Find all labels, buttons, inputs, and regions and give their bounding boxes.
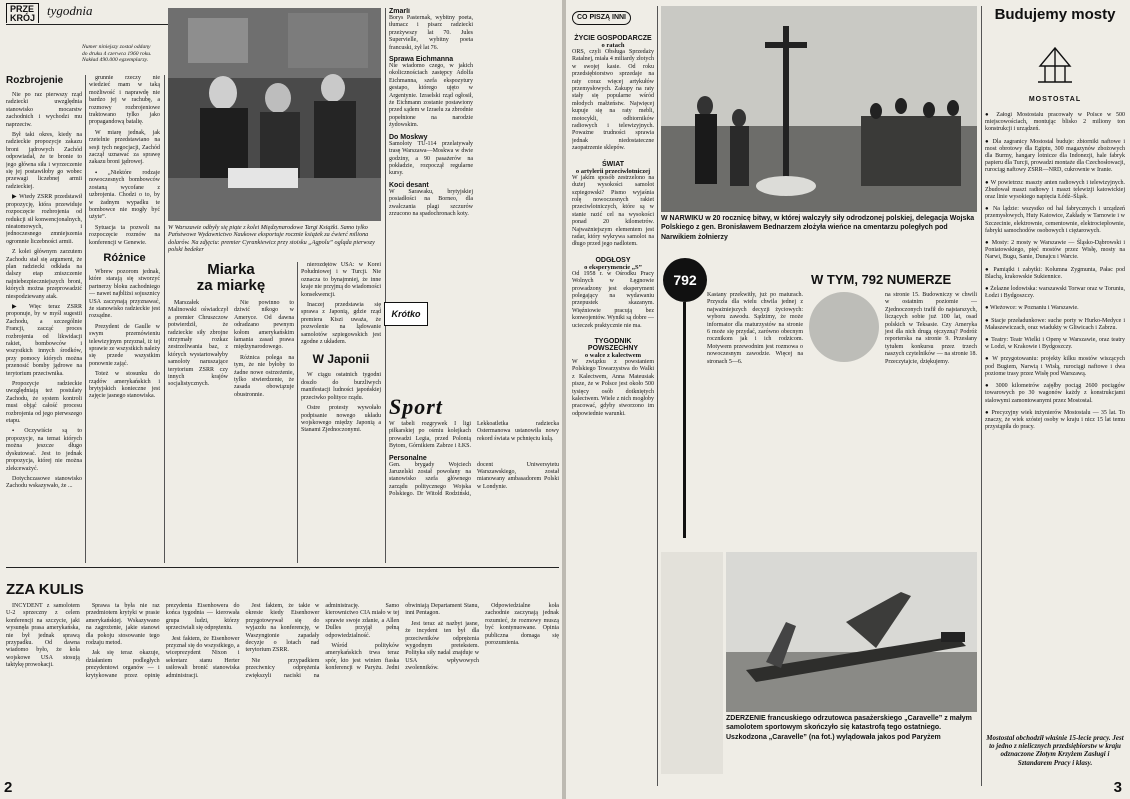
article-sport: Sport W tabeli rozgrywek I ligi piłkarskiej po ośmiu kolejkach prowadzi Legia, przed Polonią Bytom, Górnikiem Zabrze i ŁKS. Lekkoatletka radziecka Ostermanowa ustanowiła nowy rekord świata w pchnięciu kulą. Personalne Gen. brygady Wojciech Jaruzelski został powołany na stanowisko szefa głównego zarządu politycznego Wojska Polskiego. Dr Witold Rodziński, docent Uniwersytetu Warszawskiego, został mianowany ambasadorem Polski w Londynie. xyxy=(389,395,559,498)
column-co-pisza-inni: CO PISZĄ INNI ŻYCIE GOSPODARCZE o ratach ORS, czyli Obsługa Sprzedaży Ratalnej, miała 4 miliardy złotych w swojej kasie. Od roku przedsiębiorstwo sprzedaje na raty coraz więcej artykułów przemysłowych. Zakupy na raty stały się popularne wśród młodych małżeństw. Najwięcej kupuje się na raty mebli, motocykli, odbiorników radiowych i telewizyjnych. Poważne trudności sprawia jednak niedostateczne zaopatrzenie sklepów. ŚWIAT o artylerii przeciwlotniczej W jakim sposób zestrzelono na dużej wysokości samolot szpiegowski? Pismo wyjaśnia rolę nowoczesnych rakiet przeciwlotniczych, które są w stanie razić cel na wysokości ponad 20 kilometrów. Najważniejszym elementem jest radar, który wykrywa samolot na długo przed jego nadlotem. ODGŁOSY o eksperymencie „S” Od 1958 r. w Ośrodku Pracy Wolnych w Łęgnowie prowadzony jest eksperyment polegający na wydawaniu przepustek skazanym. Więźniowie pracują bez konwojentów. Wyniki są dobre — ucieczek praktycznie nie ma. TYGODNIK POWSZECHNY o walce z kalectwem W związku z powstaniem Polskiego Towarzystwa do Walki z Kalectwem, Anna Mateusiak pisze, że w Polsce jest około 500 tysięcy osób dotkniętych kalectwem. Wiele z nich mogłoby pracować, gdyby stworzono im odpowiednie warunki. xyxy=(572,6,654,786)
zza-kulis-heading: ZZA KULIS xyxy=(6,581,84,598)
book-fair-caption: W Warszawie odbyły się piąte z kolei Międzynarodowe Targi Książki. Samo tylko Państwowe Wydawnictwo Naukowe eksportuje rocznie książek za ćwierć miliona dolarów. Na zdjęciu: premier Cyrankiewicz przy stoisku „Agpolu” ogląda pierwszy polski bedeker xyxy=(168,224,375,254)
narwik-photo xyxy=(661,6,977,212)
book-fair-photo-image xyxy=(168,8,381,221)
tygodnik-heading: TYGODNIK POWSZECHNY xyxy=(587,338,639,352)
miarka-heading: Miarka za miarkę xyxy=(196,262,266,294)
narwik-photo-image xyxy=(661,6,977,212)
article-miarka: Miarka za miarkę Marszałek Malinowski oświadczył a premier Chruszczow potwierdził, że radzieckie siły zbrojne otrzymały rozkaz zestrzeliwania baz, z których wystartowałyby samoloty naruszające terytorium ZSRR czy innych krajów socjalistycznych. Nie powinno to dziwić nikogo w Ameryce. Od dawna odradzano pewnym kołom amerykańskim łamania zasad prawa międzynarodowego. Różnica polega na tym, że nie byłoby to żadne nowe ostrzeżenie, tylko stwierdzenie, że zasada obowiązuje obustronnie. xyxy=(168,262,294,398)
eichmann-heading: Sprawa Eichmanna xyxy=(389,56,454,64)
roznice-heading: Różnice xyxy=(103,251,146,264)
japonia-heading: W Japonii xyxy=(312,352,370,367)
mostostal-closing: Mostostal obchodził właśnie 15-lecie pracy. Jest to jedno z nielicznych przedsiębiorstw w kraju odznaczone Złotym Krzyżem Zasługi i Sztandarem Pracy i klasy. xyxy=(986,734,1124,767)
caravelle-caption: ZDERZENIE francuskiego odrzutowca pasażerskiego „Caravelle” z małym samolotem sportowym skończyło się katastrofą tego ostatniego. Uszkodzona „Caravelle” (na fot.) wylądowała jakos pod Paryżem xyxy=(726,715,972,741)
caravelle-photo-image xyxy=(726,552,977,712)
article-col4: nierozdętów USA: w Korei Południowej i w Turcji. Nie oznacza to bynajmniej, że inne kraje nie przyjmą do wiadomości konsekwencji. Inaczej przedstawia się sprawa z Japonią, gdzie rząd premiera Kiszi uważa, że pozwolenie na lądowanie samolotów szpiegowskich jest zgodne z układem. W Japonii W ciągu ostatnich tygodni doszło do burzliwych manifestacji ludności japońskiej przeciwko polityce rządu. Ostre protesty wywołało podpisanie nowego układu wojskowego między Japonią a Stanami Zjednoczonymi. xyxy=(301,262,381,434)
page-number-left: 2 xyxy=(4,779,13,796)
page-right xyxy=(566,0,1130,799)
page-left xyxy=(0,0,562,799)
edition-note: Numer niniejszy został oddany do druku 4 czerwca 1960 roku. Nakład 490.000 egzemplarzy. xyxy=(82,44,152,64)
caravelle-photo xyxy=(726,552,977,712)
article-col5: Zmarli Borys Pasternak, wybitny poeta, tłumacz i pisarz radziecki przeżywszy lat 70. Jules Supervielle, wybitny poeta francuski, żył lat 76. Sprawa Eichmanna Nie wiadomo czego, w jakich okolicznościach zastępcy Adolfa Eichmanna, szefa ekspozytury gestapo, którego ujęto w Argentynie. Izraelski rząd ogłosił, że Eichmann zostanie postawiony przed sądem w Izraelu za zbrodnie popełnione na narodzie żydowskim. Do Moskwy Samoloty TU-114 przelatywały trasę Warszawa—Moskwa w dwie godziny, a 90 pasażerów na pokładzie, rozpoczął regularne kursy. Koci desant W Sarawaku, brytyjskiej posiadłości na Borneo, dla zwalczania plagi szczurów zrzucono na spadochronach koty. xyxy=(389,8,473,217)
logo-line1: PRZE xyxy=(10,4,35,14)
article-col2: grunnie rzeczy nie wiedzieć mam w taką możliwość i naprawdę nie bardzo jej w rachubę, a rozmowy rozbrojeniowe traktowano tylko jako propagandową batalię. W miarę jednak, jak rzetelnie przedstawiano na sesji tych negocjacji, Zachód zaczął uznawać za sprawę zakazu broni jądrowej. ⬩ „Niektóre rodzaje nowoczesnych bombowców zostaną wycofane z uzbrojenia. Chodzi o to, by w żadnym wypadku te bombowce nie mogły być użyte”. Sytuacja ta pozwoli na rozpoczęcie rozmów na konferencji w Genewie. Różnice Wbrew pozorom jednak, które starają się stworzyć partnerzy bloku zachodniego — nawet najbliżsi sojusznicy USA zaczynają przyznawać, że stanowisko radzieckie jest rozsądne. Prezydent de Gaulle w swym przemówieniu telewizyjnym przyznał, iż tej sprawie ze wszystkich należy się przede wszystkim ponownie zająć. Toteż w stosunku do rządów amerykańskich i brytyjskich konieczne jest zajęcie jasnego stanowiska. xyxy=(89,75,160,400)
mostostal-logo-text: MOSTOSTAL xyxy=(1028,96,1082,103)
masthead xyxy=(6,3,176,23)
article-zza-kulis: ZZA KULIS INCYDENT z samolotem U-2 sprzeczny z celem konferencji na szczycie, jaki wysunęła prasa amerykańska, nie był jednak sprawą przypadku. Od dawna wiadomo było, że kola wojskowe USA stosują taktykę prowokacji. Sprawa ta była nie raz przedmiotem krytyki w prasie amerykańskiej. Wskazywano na zagrożenie, jakie stanowi dla pokoju stosowanie tego rodzaju metod. Jak się teraz okazuje, działaniem podległych prezydentowi organów — i krytykowane przez opinię prezydenta Eisenhowera do końca tygodnia — kierowała grupa ludzi, którzy sprzeciwiali się odprężeniu. Jest faktem, że Eisenhower przyznał się do wszystkiego, a wiceprezydent Nixon i sekretarz stanu Herter usiłowali bronić stanowiska administracji. Jest faktem, że takie w okresie kiedy Eisenhower przygotowywał się do wyjazdu na konferencję, w Waszyngtonie zapadały decyzje o lotach nad terytorium ZSRR. Nie przypadkiem przeciwnicy odprężenia zwiększyli naciski na administrację. Samo kierownictwo CIA miało w tej sprawie swoje zdanie, a Allen Dulles przyjął pełną odpowiedzialność. Wśród polityków amerykańskich trwa teraz spór, kto jest winien fiaska konferencji w Paryżu. Jedni obwiniają Departament Stanu, inni Pentagon. Jest teraz aż nazbyt jasne, że incydent ten był dla przeciwników odprężenia wygodnym pretekstem. Polityka siły nadal znajduje w USA wpływowych zwolenników. Odpowiedzialne koła zachodnie zaczynają jednak rozumieć, że rozmowy muszą być kontynuowane. Opinia publiczna domaga się porozumienia. xyxy=(6,581,559,679)
zmarli-heading: Zmarli xyxy=(389,8,411,15)
article-budujemy-mosty: Budujemy mosty MOSTOSTAL ● Załogi Mostostalu pracowały w Polsce w 500 miejscowościach, montując blisko 2 miliony ton konstrukcji i urządzeń. ● Dla zagranicy Mostostal buduje: zbiorniki naftowe i most obrotowy dla Egiptu, 300 magazynów zbożowych dla Burmy, hangary lotnicze dla Indonezji, hale fabryk papieru dla Turcji, prowadzi montaże dla Czechosłowacji, rurociąg naftowy ZSRR—NRD, cukrownie w Iranie. ● W powietrzu: maszty anten radiowych i telewizyjnych. Zbudował maszt radiowy i maszt telewizji katowickiej oraz linie wysokiego napięcia Łódź–Śląsk. ● Na lądzie: wszystko od hal fabrycznych i urządzeń przemysłowych, Huty Katowice, Zakłady w Tarnowie i w Szczecinie, elektrownie, cementownie, elektrociepłownie, fabryki samochodów osobowych i ciężarowych. ● Mosty: 2 mosty w Warszawie — Śląsko-Dąbrowski i Poniatowskiego, pięć mostów przez Wisłę, mosty na Narwi, Bugu, Sanie, Dunajcu i Warcie. ● Pamiątki i zabytki: Kolumna Zygmunta, Pałac pod Blachą, krakowskie Sukiennice. ● Żelazne lodowiska: warszawski Torwar oraz w Toruniu, Łodzi i Bydgoszczy. ● Wieżowce: w Poznaniu i Warszawie. ● Stacje przeładunkowe: suche porty w Hurko-Medyce i Małaszewiczach, oraz wiadukty w Gliwicach i Zabrzu. ● Teatry: Teatr Wielki i Operę w Warszawie, oraz teatry w Lodzi, w Krakowie i Bydgoszczy. ● W przygotowaniu: projekty kilku mostów wiszących pod Bugiem, Narwią i Wisłą, rurociągi naftowe i dwa poziome trasy przez Wisłę pod Warszawą. ● 3000 kilometrów zajęłby pociąg 2600 pociągów towarowych po 30 wagonów każdy z konstrukcjami stalowymi zamontowanymi przez Mostostal. ● Precyzyjny wiek inżynierów Mostostalu — 35 lat. To znaczy, że wiek szóstej osoby w kraju i nicz 15 lat temu przystąpiła do pracy. Mostostal obchodził właśnie 15-lecie pracy. Jest to jedno z nielicznych przedsiębiorstw w kraju odznaczone Złotym Krzyżem Zasługi i Sztandarem Pracy i klasy. xyxy=(985,6,1125,767)
swiat-heading: ŚWIAT xyxy=(601,160,625,168)
rozbrojenie-heading: Rozbrojenie xyxy=(6,75,64,86)
narwik-caption: W NARWIKU w 20 rocznicę bitwy, w której walczyły siły odrodzonej polskiej, delegacja Wojska Polskiego z gen. Bronisławem Bednarzem złożyła wieńce na cmentarzu poległych pod Narwikiem żołnierzy xyxy=(661,215,975,241)
masthead-title: tygodnia xyxy=(47,3,93,18)
portrait-photo xyxy=(809,292,879,362)
moskwy-heading: Do Moskwy xyxy=(389,133,428,141)
co-pisza-inni-logo: CO PISZĄ INNI xyxy=(572,11,631,25)
book-fair-photo xyxy=(168,8,381,221)
zycie-heading: ŻYCIE GOSPODARCZE xyxy=(574,35,652,42)
masthead-logo xyxy=(6,3,39,23)
personalne-heading: Personalne xyxy=(389,454,427,462)
issue-number-badge: 792 xyxy=(663,258,707,302)
mostostal-logo-icon xyxy=(1030,44,1080,94)
logo-line2: KRÓJ xyxy=(10,13,36,23)
sport-heading: Sport xyxy=(389,395,443,419)
blank-column xyxy=(661,552,723,774)
koci-heading: Koci desant xyxy=(389,181,429,189)
odglosy-heading: ODGŁOSY xyxy=(595,256,631,264)
in-this-issue-heading: W TYM, 792 NUMERZE xyxy=(811,272,952,287)
page-number-right: 3 xyxy=(1113,779,1122,796)
budujemy-heading: Budujemy mosty xyxy=(994,6,1116,23)
in-this-issue: 792 W TYM, 792 NUMERZE Kastany przekwitły, już po maturach. Przyszła dla wielu chwila jednej z najważniejszych decyzji życiowych: wyboru zawodu. Sądzimy, że może informator dla maturzystów na stronie 6 może się przydać, zarówno obecnym rocznikom jak i ich rodzicom. Motywem przewodnim jest rozmowa o nowoczesnym zawodzie. Więcej na stronach 5—6. na stronie 15. Budowniczy w chwili w ostatnim poziomie — Zjednoczonych trafił do najstarszych, liczących sobie już 100 lat, osad polskich w Teksasie. Czy Ameryka jest dla nich drugą ojczyzną? Podróż reporterska na stronie 9. Przesłany tytułem konkursu przez trzech naszych czytelników — na stronie 18. Przeczytajcie, dziękujemy. xyxy=(661,250,977,550)
article-rozbrojenie: Rozbrojenie Nie po raz pierwszy rząd radziecki uwzględnia stanowisko mocarstw zachodnich i wychodzi mu naprzeciw. Był taki okres, kiedy na radzieckie propozycje zakazu broni jądrowych Zachód odpowiadał, że te bronie to jego główna siła i wyrzeczenie się jej postawiłoby go wobec przewagi liczebnej armii radzieckiej. ▶ Wtedy ZSRR przedstawił propozycję, która przewiduje rozpoczęcie rozbrojenia od redukcji sił konwencjonalnych, nieatomowych, i jednoczesnego zmniejszenia ogromnie liczebności armii. Z kolei głównym zarzutem Zachodu stał się argument, że plan radziecki odkłada na dalszy etap zniszczenie najniebezpieczniejszych broni, których można przeprowadzić niespodziewany atak. ▶ Więc teraz ZSRR proponuje, by w myśl sugestii Zachodu, a szczególnie Francji, zacząć proces rozbrojenia od likwidacji rakiet, bombowców i wszystkich innych środków, przy pomocy których można przenosić bomby jądrowe na terytorium przeciwnika. Propozycje radzieckie uwzględniają też postulaty Zachodu, że system kontroli musi objąć całość procesu rozbrojenia od jego pierwszego etapu. ⬩ Oczywiście są to propozycje, na temat których można jeszcze długo dyskutować. Jest to jednak propozycja, której nie można zlekceważyć. Dotychczasowe stanowisko Zachodu wskazywało, że ... xyxy=(6,75,82,490)
krotko-badge: Krótko xyxy=(384,302,428,326)
